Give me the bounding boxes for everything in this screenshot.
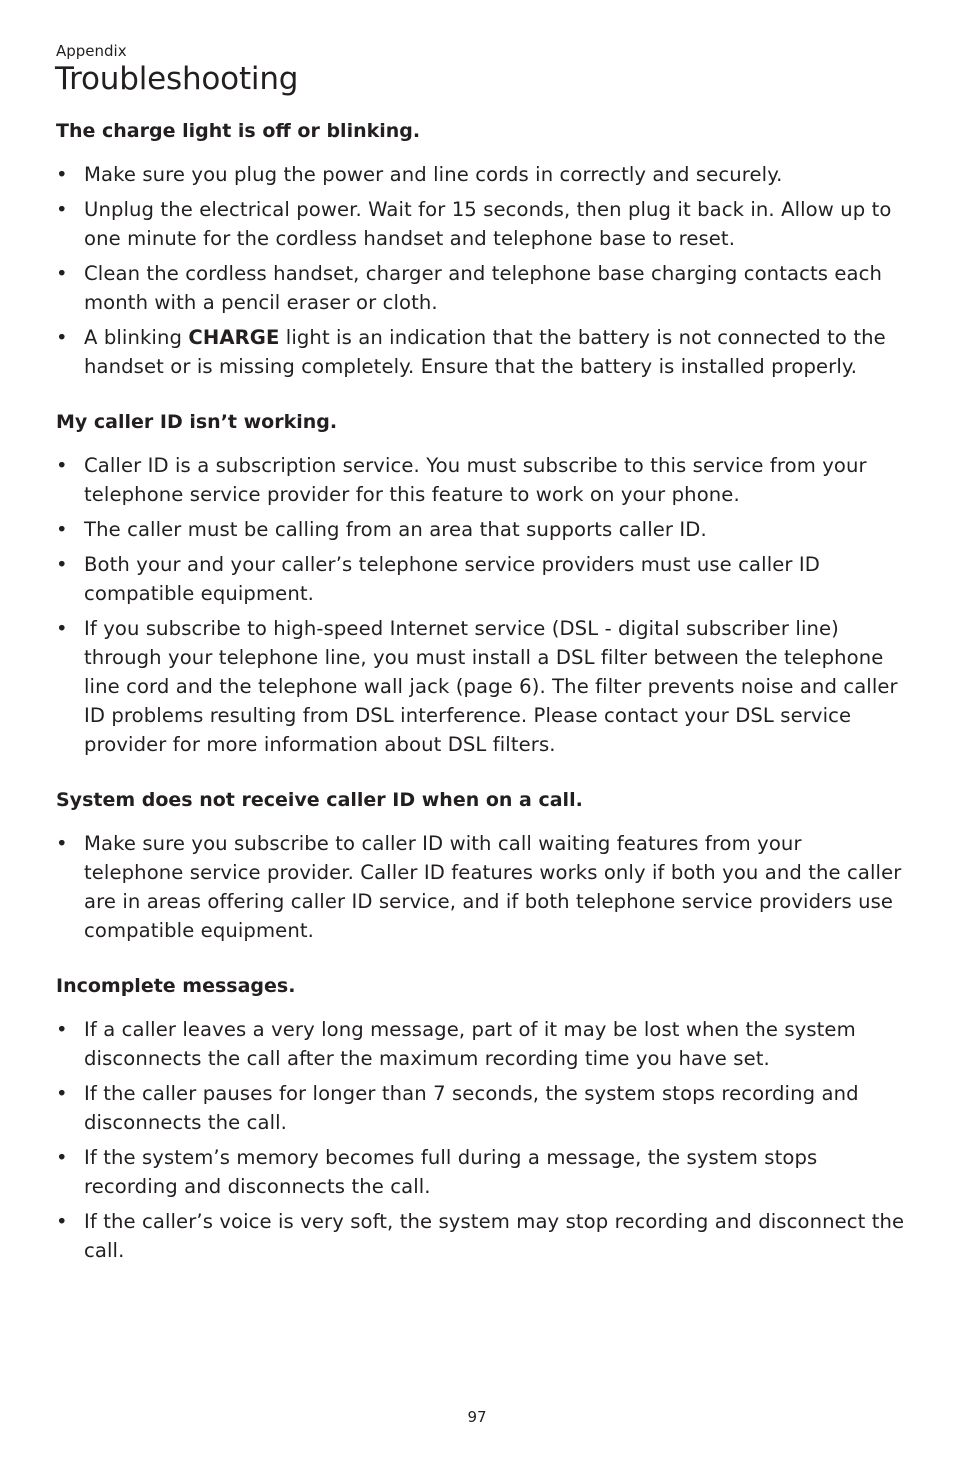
issue-heading: System does not receive caller ID when on a call. [56, 789, 583, 811]
list-item [56, 829, 906, 945]
issue-list [56, 1015, 906, 1265]
item-text: If a caller leaves a very long message, part of it may be lost when the system disconnects the call after the maximum recording time you have set. [84, 1018, 856, 1070]
issue-caller-id [56, 408, 906, 759]
item-text: If the caller pauses for longer than 7 seconds, the system stops recording and disconnects the call. [84, 1082, 859, 1134]
list-item [56, 195, 906, 253]
list-item [56, 323, 906, 381]
page-number: 97 [467, 1408, 487, 1426]
page-title: Troubleshooting [55, 61, 299, 97]
list-item [56, 259, 906, 317]
bullet-icon: • [56, 1018, 68, 1041]
bullet-icon: • [56, 262, 68, 285]
item-text: Make sure you plug the power and line cords in correctly and securely. [84, 163, 783, 186]
list-item [56, 1015, 906, 1073]
item-text: Clean the cordless handset, charger and telephone base charging contacts each month with a pencil eraser or cloth. [84, 262, 883, 314]
issue-heading: My caller ID isn’t working. [56, 411, 338, 433]
bullet-icon: • [56, 617, 68, 640]
item-text: Caller ID is a subscription service. You must subscribe to this service from your telephone service provider for this feature to work on your phone. [84, 454, 867, 506]
issue-list [56, 160, 906, 381]
item-text: If the system’s memory becomes full during a message, the system stops recording and disconnects the call. [84, 1146, 818, 1198]
bullet-icon: • [56, 163, 68, 186]
list-item [56, 160, 906, 189]
list-item [56, 1079, 906, 1137]
list-item [56, 1207, 906, 1265]
item-text: Unplug the electrical power. Wait for 15 seconds, then plug it back in. Allow up to one minute for the cordless handset and telephone base to reset. [84, 198, 892, 250]
issue-charge-light [56, 117, 906, 381]
bullet-icon: • [56, 454, 68, 477]
issue-list [56, 829, 906, 945]
item-text: The caller must be calling from an area that supports caller ID. [84, 518, 707, 541]
issue-incomplete-messages [56, 972, 906, 1265]
list-item [56, 550, 906, 608]
bullet-icon: • [56, 1146, 68, 1169]
issue-list [56, 451, 906, 759]
list-item [56, 614, 906, 759]
item-text: Both your and your caller’s telephone service providers must use caller ID compatible equipment. [84, 553, 820, 605]
section-label: Appendix [56, 42, 127, 60]
charge-key-label: CHARGE [188, 326, 280, 349]
item-text: Make sure you subscribe to caller ID with call waiting features from your telephone service provider. Caller ID features works only if both you and the caller are in areas offering caller ID service, and if both telephone service providers use compatible equipment. [84, 832, 902, 942]
issue-heading: The charge light is off or blinking. [56, 120, 421, 142]
item-text: A blinking [84, 326, 189, 349]
bullet-icon: • [56, 198, 68, 221]
item-text: If the caller’s voice is very soft, the system may stop recording and disconnect the call. [84, 1210, 905, 1262]
bullet-icon: • [56, 326, 68, 349]
bullet-icon: • [56, 518, 68, 541]
item-text: light is an indication that the battery is not connected to the handset or is missing completely. Ensure that the battery is installed properly. [84, 326, 886, 378]
bullet-icon: • [56, 1210, 68, 1233]
bullet-icon: • [56, 553, 68, 576]
issue-heading: Incomplete messages. [56, 975, 296, 997]
item-text: If you subscribe to high-speed Internet service (DSL - digital subscriber line) through your telephone line, you must install a DSL filter between the telephone line cord and the telephone wall jack (page 6). The filter prevents noise and caller ID problems resulting from DSL interference. Please contact your DSL service provider for more information about DSL filters. [84, 617, 898, 756]
list-item [56, 451, 906, 509]
bullet-icon: • [56, 832, 68, 855]
issue-caller-id-on-call [56, 786, 906, 945]
bullet-icon: • [56, 1082, 68, 1105]
list-item [56, 515, 906, 544]
list-item [56, 1143, 906, 1201]
troubleshooting-content [56, 117, 906, 1292]
